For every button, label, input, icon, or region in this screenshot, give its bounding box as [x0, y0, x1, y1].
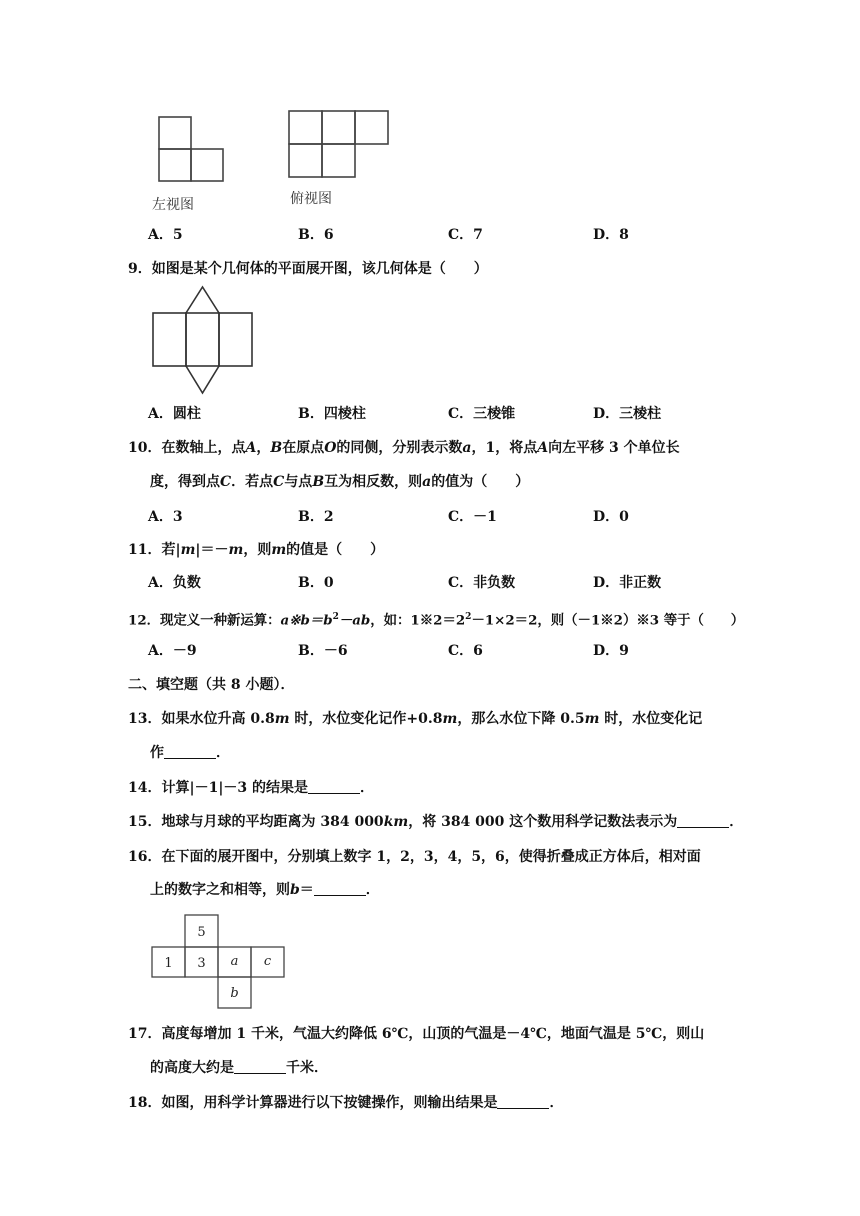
q13-line1: 13．如果水位升高 0.8m 时，水位变化记作+0.8m，那么水位下降 0.5m 时，水位变化记: [128, 711, 703, 727]
q11-option-d: D．非正数: [593, 575, 662, 591]
q17-line1: 17．高度每增加 1 千米，气温大约降低 6℃，山顶的气温是－4℃，地面气温是 5℃，则山: [128, 1026, 705, 1042]
q13-line2: 作 ．: [150, 745, 230, 761]
q10-option-d: D．0: [593, 509, 629, 525]
top-view-caption: 俯视图: [290, 191, 332, 207]
q8-option-c: C．7: [448, 227, 483, 243]
q14-stem: 14．计算|－1|－3 的结果是 ．: [128, 780, 375, 796]
q12-option-a: A．－9: [148, 643, 197, 659]
q12-stem: 12．现定义一种新运算：$a※b=b^2-ab$，如：$1※2=2^2-1\times 2=2$，则（－1※2）※3 等于（ ）: [128, 612, 745, 629]
q16-line1: 16．在下面的展开图中，分别填上数字 1，2，3，4，5，6，使得折叠成正方体后，相对面: [128, 849, 701, 865]
net-cell-2: 3: [197, 956, 206, 971]
q18-stem: 18．如图，用科学计算器进行以下按键操作，则输出结果是 ．: [128, 1095, 564, 1111]
left-view-caption: 左视图: [152, 197, 194, 213]
q16-answer-blank: [314, 881, 366, 896]
q11-option-c: C．非负数: [448, 575, 516, 591]
q11-option-a: A．负数: [148, 575, 201, 591]
net-cell-4: c: [263, 954, 272, 969]
net-cell-1: 1: [164, 956, 173, 971]
q8-option-b: B．6: [298, 227, 334, 243]
q10-option-a: A．3: [148, 509, 183, 525]
q17-line2: 的高度大约是 千米．: [150, 1060, 328, 1076]
net-cell-bottom: b: [230, 986, 239, 1001]
q9-option-a: A．圆柱: [148, 406, 201, 422]
q10-option-b: B．2: [298, 509, 334, 525]
q16-cube-net: [152, 913, 292, 1009]
q16-line2: 上的数字之和相等，则b＝ ．: [150, 882, 380, 898]
section-heading: 二、填空题（共 8 小题）．: [128, 677, 295, 693]
q15-stem: 15．地球与月球的平均距离为 384 000km，将 384 000 这个数用科学记数法表示为 ．: [128, 814, 744, 830]
q12-option-d: D．9: [593, 643, 629, 659]
q17-answer-blank: [234, 1059, 286, 1074]
q11-stem: 11．若|m|＝－m，则m的值是（ ）: [128, 542, 385, 558]
q9-option-b: B．四棱柱: [298, 406, 366, 422]
q11-option-b: B．0: [298, 575, 334, 591]
q10-line2: 度，得到点C．若点C与点B互为相反数，则a的值为（ ）: [150, 474, 530, 490]
q8-figure: [150, 108, 410, 218]
net-cell-3: a: [230, 954, 239, 969]
q9-stem: 9．如图是某个几何体的平面展开图，该几何体是（ ）: [128, 261, 488, 277]
top-view-drawing: [289, 111, 388, 177]
q9-option-d: D．三棱柱: [593, 406, 662, 422]
left-view-drawing: [159, 117, 223, 181]
q13-answer-blank: [164, 744, 216, 759]
q18-answer-blank: [497, 1094, 549, 1109]
q8-option-a: A．5: [148, 227, 183, 243]
q10-option-c: C．－1: [448, 509, 497, 525]
q9-option-c: C．三棱锥: [448, 406, 516, 422]
q12-option-b: B．－6: [298, 643, 348, 659]
q9-net-figure: [150, 285, 260, 400]
net-cell-top: 5: [197, 925, 206, 940]
q15-answer-blank: [677, 813, 729, 828]
q10-line1: 10．在数轴上，点A，B在原点O的同侧，分别表示数a，1，将点A向左平移 3 个单位长: [128, 440, 680, 456]
q8-option-d: D．8: [593, 227, 629, 243]
q12-option-c: C．6: [448, 643, 483, 659]
q14-answer-blank: [308, 779, 360, 794]
